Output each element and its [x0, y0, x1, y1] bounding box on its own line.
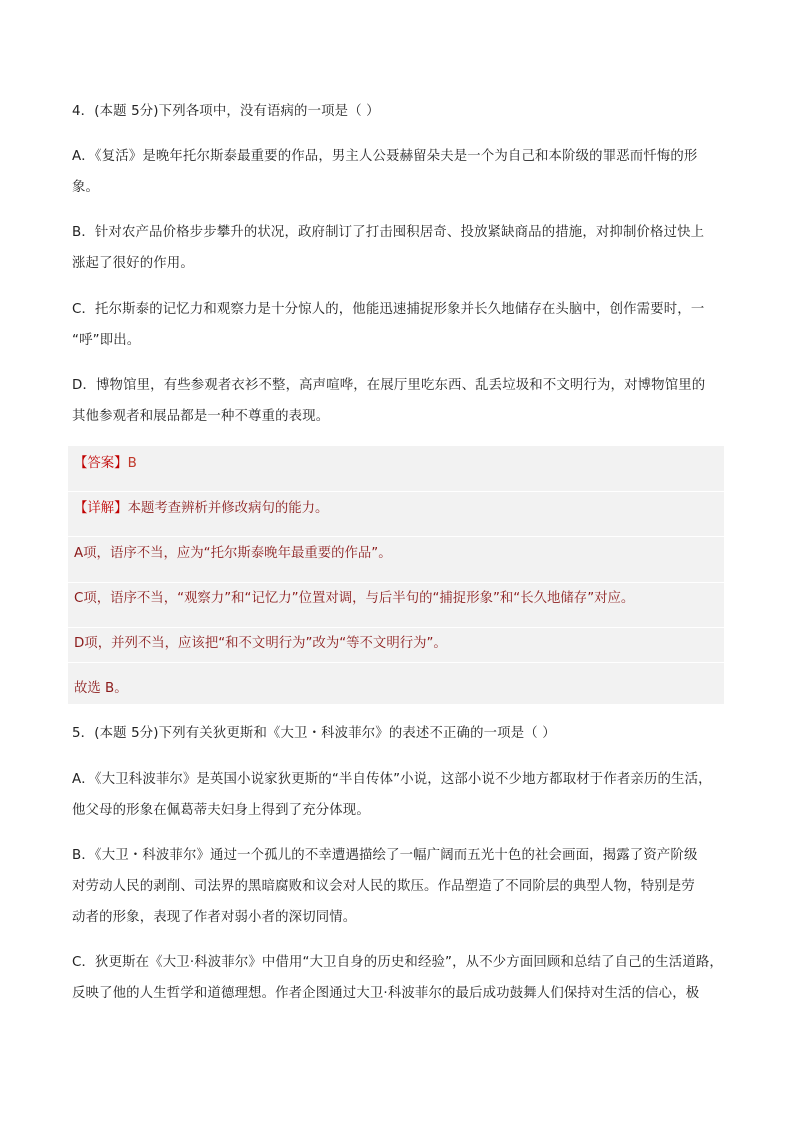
- option-b-line-1: B．针对农产品价格步步攀升的状况，政府制订了打击囤积居奇、投放紧缺商品的措施，对抑制价格过快上: [72, 225, 705, 240]
- answer-row-divider: [68, 627, 724, 628]
- q5-option-b-line-1: B．《大卫・科波菲尔》通过一个孤儿的不幸遭遇描绘了一幅广阔而五光十色的社会画面，揭露了资产阶级: [72, 848, 698, 863]
- option-d-line-2: 其他参观者和展品都是一种不尊重的表现。: [72, 409, 330, 424]
- analysis-d: D项，并列不当，应该把“和不文明行为”改为“等不文明行为”。: [74, 636, 447, 651]
- detail-line: [74, 499, 328, 519]
- answer-conclusion: 故选 B。: [74, 681, 128, 696]
- answer-row-divider: [68, 582, 724, 583]
- answer-box: [68, 446, 724, 704]
- analysis-a: A项，语序不当，应为“托尔斯泰晚年最重要的作品”。: [74, 546, 392, 561]
- question-4-option-d: [72, 370, 724, 432]
- detail-text: 本题考查辨析并修改病句的能力。: [127, 501, 329, 516]
- option-c-line-2: “呼”即出。: [72, 333, 141, 348]
- detail-tag: 【详解】: [74, 501, 128, 516]
- q5-option-c-line-2: 反映了他的人生哲学和道德理想。作者企图通过大卫·科波菲尔的最后成功鼓舞人们保持对生活的信心，极: [72, 986, 700, 1001]
- question-4-stem: [72, 96, 724, 127]
- question-5-stem-text: 5．(本题 5分)下列有关狄更斯和《大卫・科波菲尔》的表述不正确的一项是（ ）: [72, 726, 556, 741]
- answer-row-divider: [68, 662, 724, 663]
- q5-option-c-line-1: C．狄更斯在《大卫·科波菲尔》中借用“大卫自身的历史和经验”，从不少方面回顾和总结了自己的生活道路，: [72, 955, 723, 970]
- option-d-line-1: D．博物馆里，有些参观者衣衫不整，高声喧哗，在展厅里吃东西、乱丢垃圾和不文明行为，对博物馆里的: [72, 378, 706, 393]
- q5-option-a-line-2: 他父母的形象在佩葛蒂夫妇身上得到了充分体现。: [72, 803, 370, 818]
- q5-option-a-line-1: A．《大卫科波菲尔》是英国小说家狄更斯的“半自传体”小说，这部小说不少地方都取材于作者亲历的生活，: [72, 772, 712, 787]
- option-a-line-2: 象。: [72, 180, 100, 195]
- q5-option-b-line-3: 动者的形象，表现了作者对弱小者的深切同情。: [72, 910, 357, 925]
- answer-row-divider: [68, 536, 724, 537]
- question-5-option-c: [72, 947, 724, 1009]
- answer-value: B: [127, 456, 137, 471]
- question-5-option-a: [72, 764, 724, 826]
- answer-row-divider: [68, 491, 724, 492]
- question-4-option-a: [72, 141, 724, 203]
- option-b-line-2: 涨起了很好的作用。: [72, 256, 194, 271]
- answer-line: [74, 454, 137, 474]
- question-4-stem-text: 4．(本题 5分)下列各项中，没有语病的一项是（ ）: [72, 104, 380, 119]
- option-c-line-1: C．托尔斯泰的记忆力和观察力是十分惊人的，他能迅速捕捉形象并长久地储存在头脑中，创作需要时，一: [72, 302, 705, 317]
- question-4-option-c: [72, 294, 724, 356]
- question-5-option-b: [72, 840, 724, 933]
- answer-tag: 【答案】: [74, 456, 128, 471]
- q5-option-b-line-2: 对劳动人民的剥削、司法界的黑暗腐败和议会对人民的欺压。作品塑造了不同阶层的典型人物，特别是劳: [72, 879, 695, 894]
- analysis-c: C项，语序不当，“观察力”和“记忆力”位置对调，与后半句的“捕捉形象”和“长久地储存”对应。: [74, 591, 635, 606]
- question-5-stem: [72, 718, 724, 749]
- question-4-option-b: [72, 217, 724, 279]
- option-a-line-1: A．《复活》是晚年托尔斯泰最重要的作品，男主人公聂赫留朵夫是一个为自己和本阶级的罪恶而忏悔的形: [72, 149, 698, 164]
